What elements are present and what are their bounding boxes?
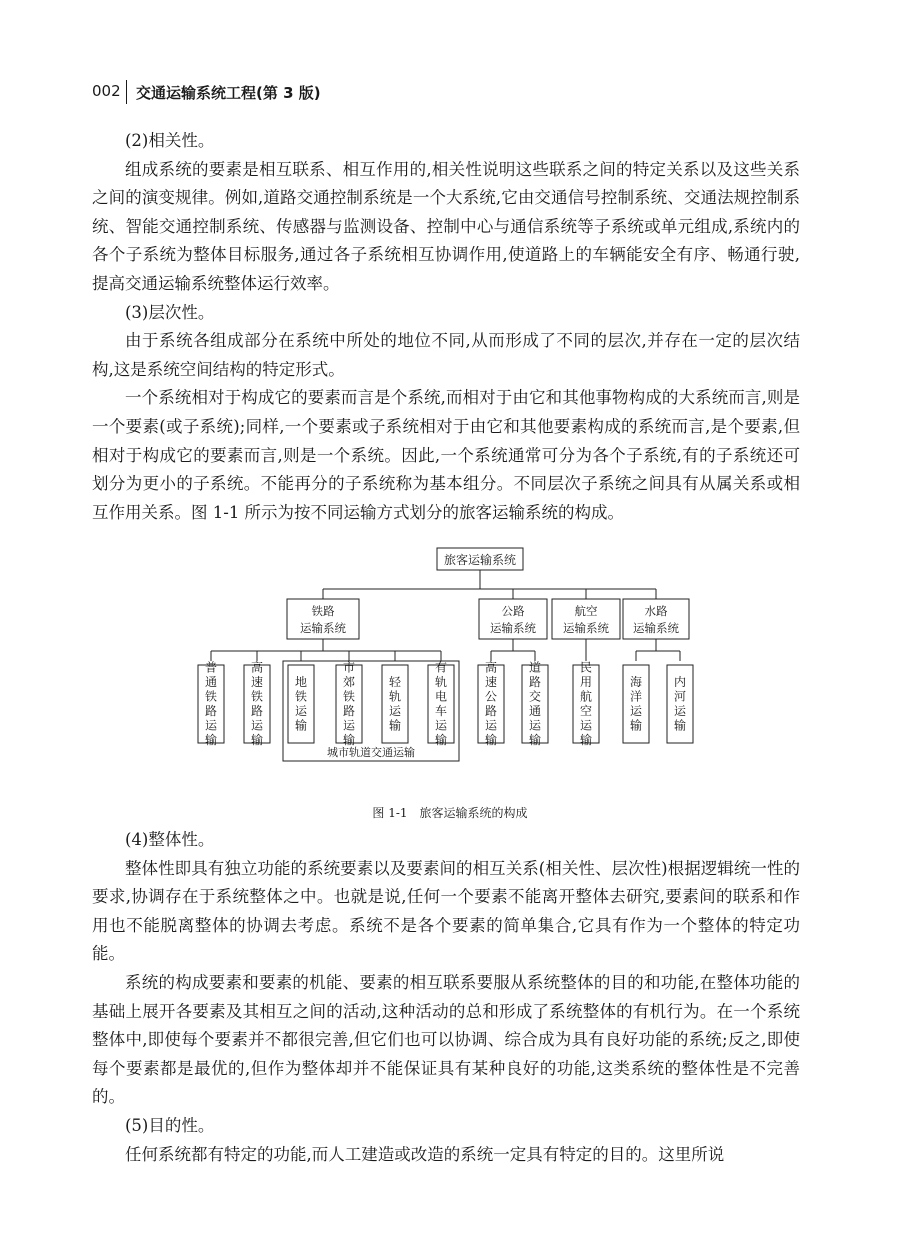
leaf-label-l2: 高速铁路运输 [250, 660, 264, 747]
heading-relevance: (2)相关性。 [125, 131, 215, 150]
heading-wholeness: (4)整体性。 [125, 830, 215, 849]
group-label-road-line2: 运输系统 [490, 621, 536, 635]
leaf-label-l5: 轻轨运输 [388, 675, 402, 733]
paragraph-relevance: 组成系统的要素是相互联系、相互作用的,相关性说明这些联系之间的特定关系以及这些关系之间的演变规律。例如,道路交通控制系统是一个大系统,它由交通信号控制系统、交通法规控制系统、智能交通控制系统、传感器与监测设备、控制中心与通信系统等子系统或单元组成,系统内的各个子系统为整体目标服务,通过各子系统相互协调作用,使道路上的车辆能安全有序、畅通行驶,提高交通运输系统整体运行效率。 [92, 159, 800, 293]
heading-hierarchy: (3)层次性。 [125, 302, 215, 322]
paragraph-hierarchy-2: 一个系统相对于构成它的要素而言是个系统,而相对于由它和其他事物构成的大系统而言,则是一个要素(或子系统);同样,一个要素或子系统相对于由它和其他要素构成的系统而言,是个要素,但相对于构成它的要素而言,则是一个系统。因此,一个系统通常可分为各个子系统,有的子系统还可划分为更小的子系统。不能再分的子系统称为基本组分。不同层次子系统之间具有从属关系或相互作用关系。图 1-1 所示为按不同运输方式划分的旅客运输系统的构成。 [92, 388, 800, 522]
paragraph-purpose: 任何系统都有特定的功能,而人工建造或改造的系统一定具有特定的目的。这里所说 [125, 1144, 725, 1164]
leaf-label-l3: 地铁运输 [294, 675, 308, 733]
group-label-water-line1: 水路 [644, 604, 668, 618]
leaf-label-l7: 高速公路运输 [484, 660, 498, 747]
leaf-label-l9: 民用航空运输 [579, 660, 593, 747]
group-label-water-line2: 运输系统 [633, 621, 679, 635]
heading-purpose: (5)目的性。 [125, 1115, 215, 1135]
group-label-road-line1: 公路 [501, 604, 525, 618]
leaf-label-l1: 普通铁路运输 [204, 660, 218, 747]
figure-passenger-transport-system [195, 544, 687, 794]
leaf-label-l4: 市郊铁路运输 [342, 660, 356, 747]
urban-rail-label: 城市轨道交通运输 [327, 746, 415, 759]
figure-caption: 图 1-1 旅客运输系统的构成 [372, 806, 528, 820]
book-title: 交通运输系统工程(第 3 版) [136, 84, 321, 102]
leaf-label-l6: 有轨电车运输 [434, 660, 448, 747]
root-label: 旅客运输系统 [443, 553, 517, 567]
group-label-rail-line2: 运输系统 [300, 621, 346, 635]
group-label-rail-line1: 铁路 [311, 604, 335, 618]
group-label-air-line1: 航空 [574, 604, 598, 618]
paragraph-wholeness-1: 整体性即具有独立功能的系统要素以及要素间的相互关系(相关性、层次性)根据逻辑统一性的要求,协调存在于系统整体之中。也就是说,任何一个要素不能离开整体去研究,要素间的联系和作用也不能脱离整体的协调去考虑。系统不是各个要素的简单集合,它具有作为一个整体的特定功能。 [92, 858, 800, 964]
leaf-label-l11: 内河运输 [673, 675, 687, 733]
page-number: 002 [92, 82, 121, 100]
paragraph-wholeness-2: 系统的构成要素和要素的机能、要素的相互联系要服从系统整体的目的和功能,在整体功能的基础上展开各要素及其相互之间的活动,这种活动的总和形成了系统整体的有机行为。在一个系统整体中,即使每个要素并不都很完善,但它们也可以协调、综合成为具有良好功能的系统;反之,即使每个要素都是最优的,但作为整体却并不能保证具有某种良好的功能,这类系统的整体性是不完善的。 [92, 972, 800, 1107]
paragraph-hierarchy-1: 由于系统各组成部分在系统中所处的地位不同,从而形成了不同的层次,并存在一定的层次结构,这是系统空间结构的特定形式。 [92, 331, 800, 379]
leaf-label-l10: 海洋运输 [629, 675, 643, 733]
lower-text-block [92, 826, 800, 1169]
leaf-label-l8: 道路交通运输 [528, 660, 542, 747]
upper-text-block [92, 127, 800, 527]
group-label-air-line2: 运输系统 [563, 621, 609, 635]
header-divider [126, 80, 127, 104]
